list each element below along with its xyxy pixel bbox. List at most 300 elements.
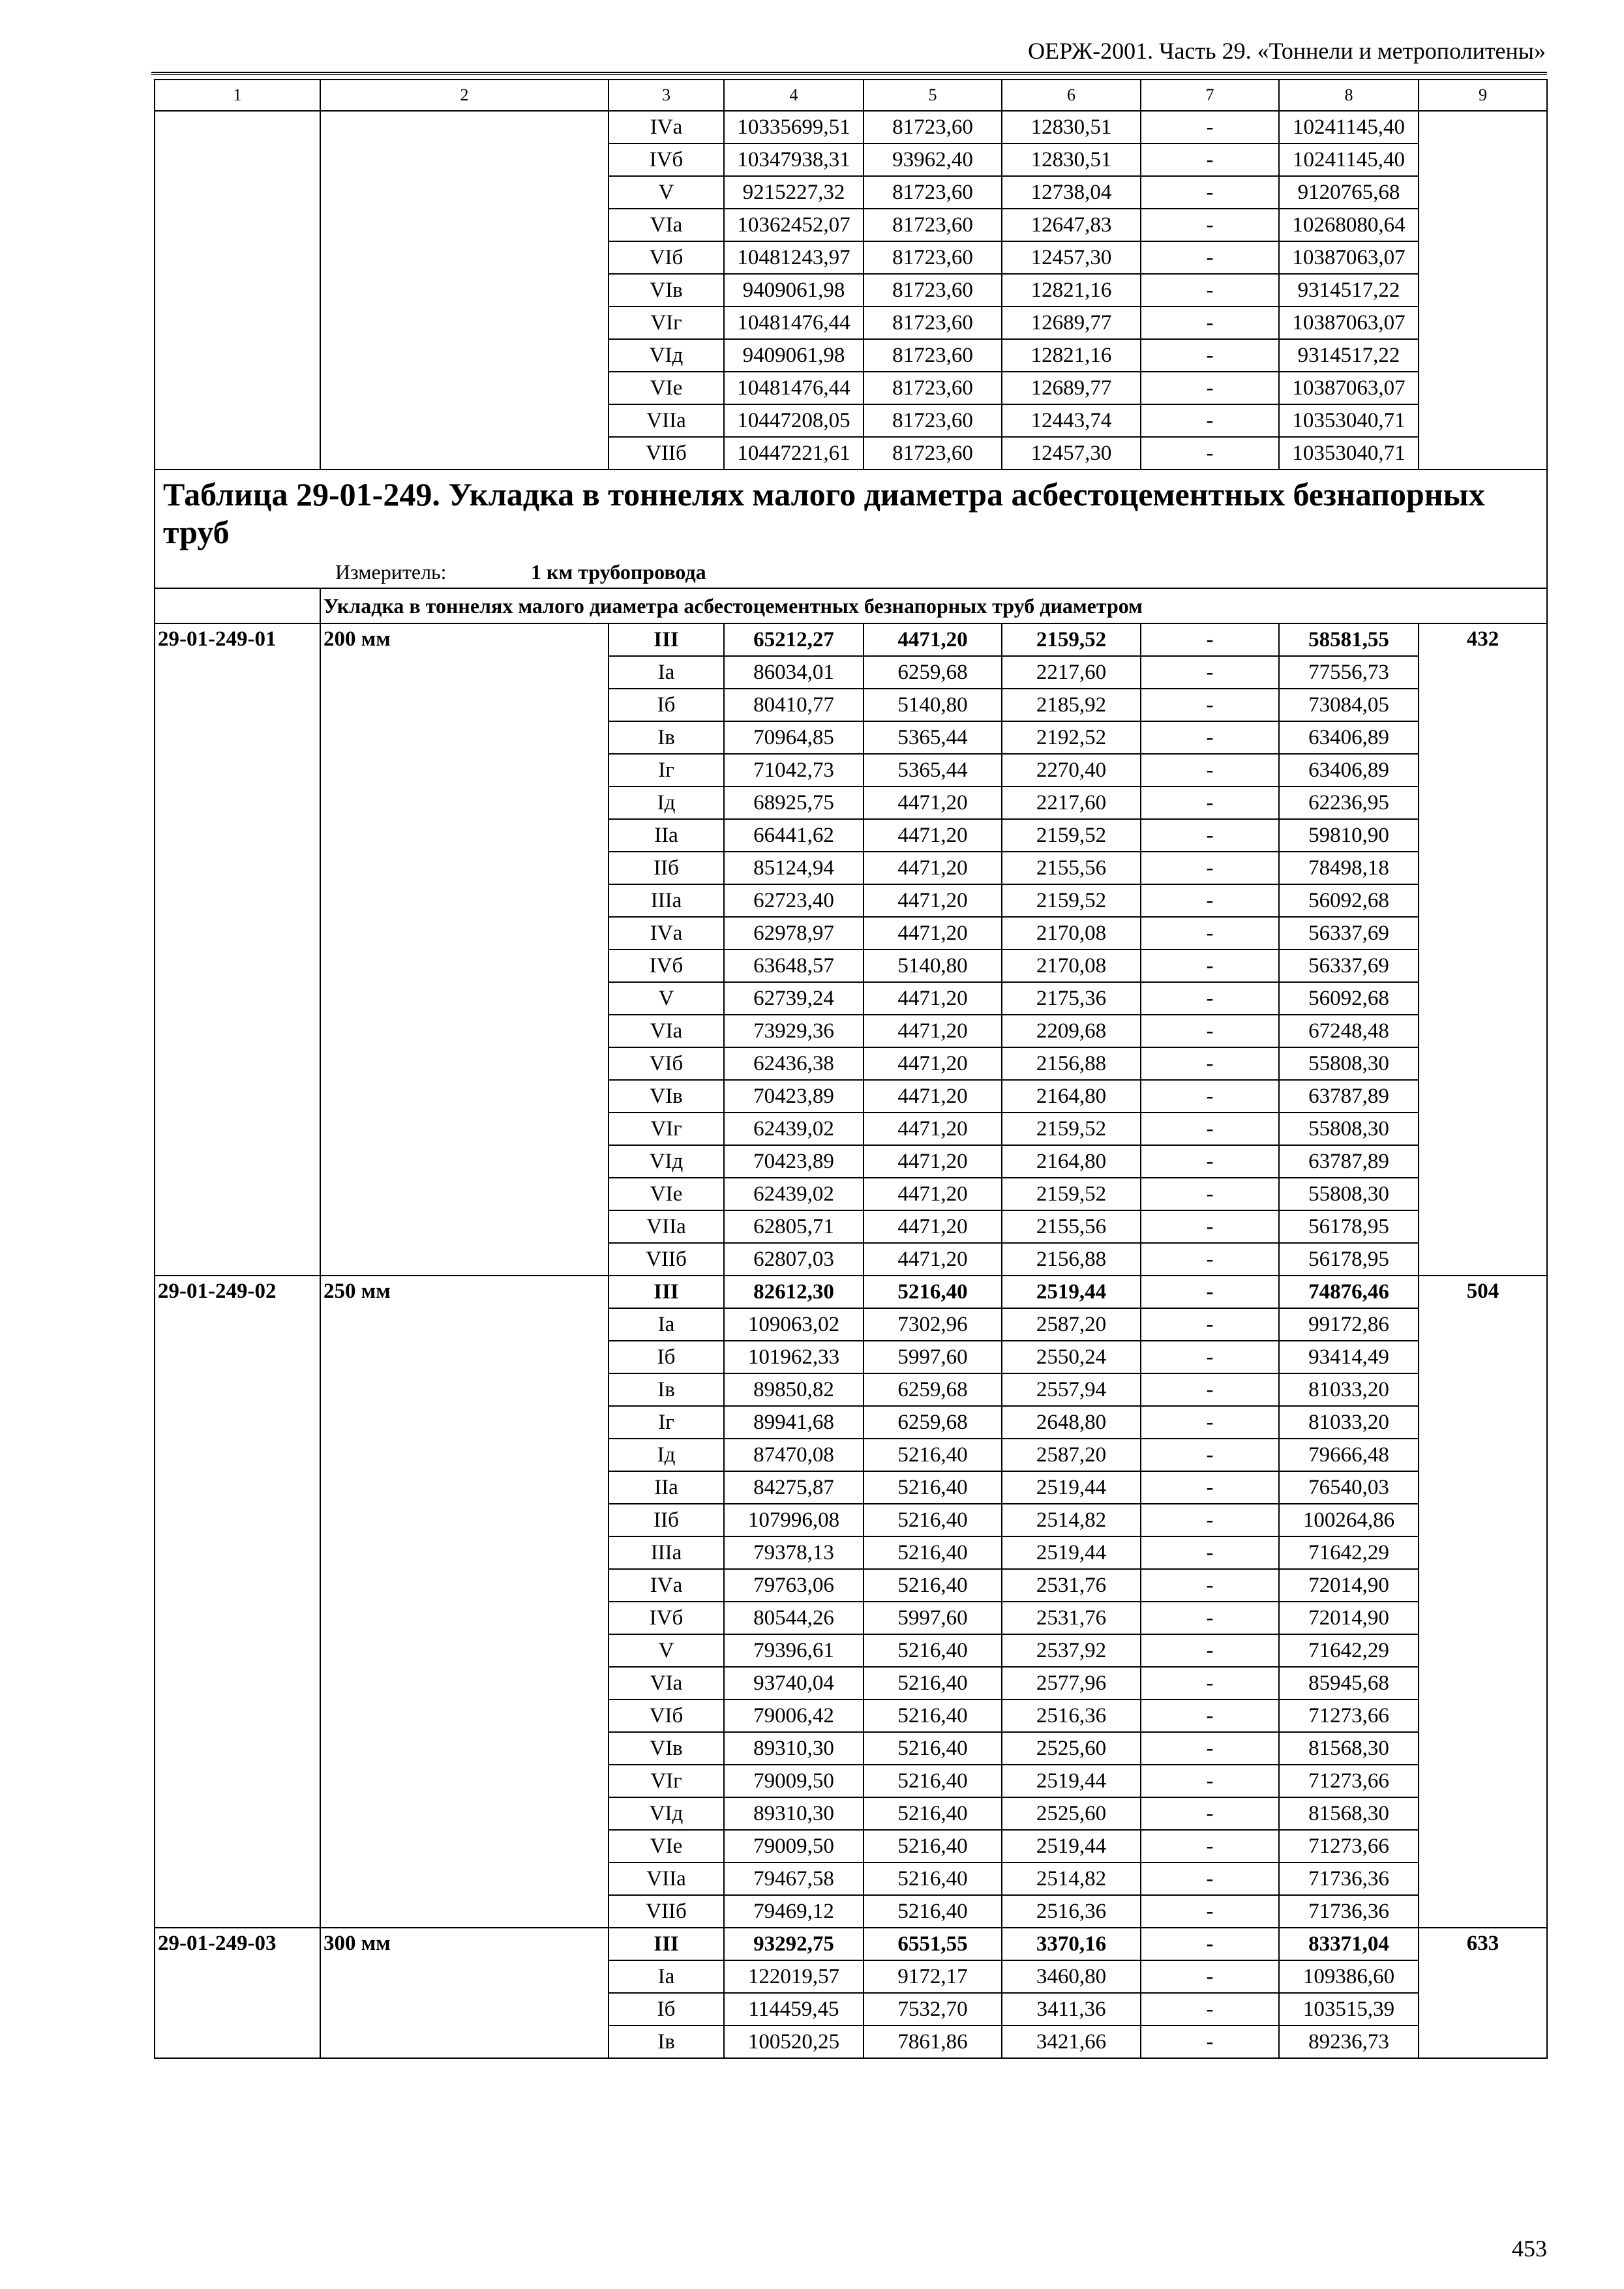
value-cell: 71273,66 — [1279, 1765, 1419, 1797]
value-cell: 81723,60 — [864, 372, 1002, 404]
value-cell: - — [1141, 1863, 1279, 1895]
value-cell: Iг — [609, 754, 724, 786]
value-cell: 5140,80 — [864, 689, 1002, 721]
value-cell: 71273,66 — [1279, 1699, 1419, 1732]
value-cell: 10387063,07 — [1279, 241, 1419, 274]
value-cell: 6259,68 — [864, 1406, 1002, 1439]
value-cell: IVб — [609, 143, 724, 176]
value-cell: - — [1141, 1732, 1279, 1765]
value-cell: 76540,03 — [1279, 1471, 1419, 1504]
value-cell: 81723,60 — [864, 241, 1002, 274]
value-cell: 109386,60 — [1279, 1960, 1419, 1993]
value-cell: 58581,55 — [1279, 623, 1419, 656]
value-cell: IVб — [609, 1602, 724, 1634]
value-cell: 9120765,68 — [1279, 176, 1419, 209]
value-cell: 5216,40 — [864, 1699, 1002, 1732]
value-cell: - — [1141, 689, 1279, 721]
value-cell: - — [1141, 852, 1279, 884]
value-cell: 4471,20 — [864, 1145, 1002, 1178]
value-cell: 63406,89 — [1279, 754, 1419, 786]
value-cell: VIв — [609, 1732, 724, 1765]
value-cell: 62978,97 — [724, 917, 864, 950]
value-cell: 81723,60 — [864, 437, 1002, 470]
value-cell: - — [1141, 1047, 1279, 1080]
value-cell: 85945,68 — [1279, 1667, 1419, 1699]
column-number: 1 — [155, 80, 320, 111]
running-header: ОЕРЖ-2001. Часть 29. «Тоннели и метрополитены» — [1028, 38, 1546, 64]
value-cell: Iв — [609, 2026, 724, 2058]
value-cell: IIб — [609, 1504, 724, 1536]
value-cell: 3421,66 — [1002, 2026, 1141, 2058]
value-cell: 68925,75 — [724, 786, 864, 819]
column-number: 5 — [864, 80, 1002, 111]
value-cell: - — [1141, 884, 1279, 917]
value-cell: 79009,50 — [724, 1830, 864, 1863]
value-cell: - — [1141, 819, 1279, 852]
value-cell: - — [1141, 1439, 1279, 1471]
value-cell: 5216,40 — [864, 1895, 1002, 1928]
value-cell: - — [1141, 950, 1279, 982]
value-cell: - — [1141, 339, 1279, 372]
value-cell: 87470,08 — [724, 1439, 864, 1471]
value-cell: 12821,16 — [1002, 339, 1141, 372]
column-number: 3 — [609, 80, 724, 111]
value-cell: - — [1141, 143, 1279, 176]
value-cell: V — [609, 176, 724, 209]
value-cell: 100520,25 — [724, 2026, 864, 2058]
value-cell: 89310,30 — [724, 1797, 864, 1830]
value-cell: 5365,44 — [864, 754, 1002, 786]
value-cell: 56092,68 — [1279, 982, 1419, 1015]
col9-value: 504 — [1419, 1276, 1547, 1928]
column-number-row — [155, 80, 1547, 111]
value-cell: 5216,40 — [864, 1732, 1002, 1765]
value-cell: 63648,57 — [724, 950, 864, 982]
value-cell: - — [1141, 2026, 1279, 2058]
value-cell: - — [1141, 1634, 1279, 1667]
value-cell: 80410,77 — [724, 689, 864, 721]
table-row-base — [155, 1276, 1547, 1308]
value-cell: 10268080,64 — [1279, 209, 1419, 241]
value-cell: 81568,30 — [1279, 1797, 1419, 1830]
value-cell: 83371,04 — [1279, 1928, 1419, 1960]
value-cell: 77556,73 — [1279, 656, 1419, 689]
value-cell: 10387063,07 — [1279, 307, 1419, 339]
table-row-base — [155, 623, 1547, 656]
value-cell: 2531,76 — [1002, 1569, 1141, 1602]
value-cell: - — [1141, 1667, 1279, 1699]
value-cell: - — [1141, 1765, 1279, 1797]
value-cell: 80544,26 — [724, 1602, 864, 1634]
value-cell: 71736,36 — [1279, 1863, 1419, 1895]
value-cell: 4471,20 — [864, 786, 1002, 819]
value-cell: - — [1141, 1080, 1279, 1113]
value-cell: 2577,96 — [1002, 1667, 1141, 1699]
value-cell: - — [1141, 786, 1279, 819]
value-cell: - — [1141, 372, 1279, 404]
value-cell: 62807,03 — [724, 1243, 864, 1276]
value-cell: IIIа — [609, 884, 724, 917]
value-cell: 10353040,71 — [1279, 437, 1419, 470]
value-cell: 81723,60 — [864, 209, 1002, 241]
value-cell: VIIб — [609, 437, 724, 470]
value-cell: 4471,20 — [864, 1178, 1002, 1210]
value-cell: VIг — [609, 307, 724, 339]
value-cell: 5216,40 — [864, 1276, 1002, 1308]
value-cell: 4471,20 — [864, 1015, 1002, 1047]
value-cell: 3411,36 — [1002, 1993, 1141, 2026]
value-cell: 5216,40 — [864, 1439, 1002, 1471]
value-cell: 2557,94 — [1002, 1373, 1141, 1406]
header-rule — [151, 72, 1547, 75]
value-cell: 71642,29 — [1279, 1634, 1419, 1667]
value-cell: IVб — [609, 950, 724, 982]
value-cell: 2531,76 — [1002, 1602, 1141, 1634]
value-cell: IIа — [609, 1471, 724, 1504]
value-cell: VIа — [609, 209, 724, 241]
rate-code: 29-01-249-03 — [155, 1928, 320, 2058]
value-cell: 84275,87 — [724, 1471, 864, 1504]
value-cell: 2170,08 — [1002, 917, 1141, 950]
value-cell: 4471,20 — [864, 982, 1002, 1015]
value-cell: VIе — [609, 1178, 724, 1210]
table-subheader-row — [155, 588, 1547, 623]
value-cell: 2155,56 — [1002, 852, 1141, 884]
value-cell: Iа — [609, 1308, 724, 1341]
value-cell: V — [609, 1634, 724, 1667]
value-cell: - — [1141, 1276, 1279, 1308]
value-cell: 4471,20 — [864, 623, 1002, 656]
value-cell: - — [1141, 1602, 1279, 1634]
value-cell: 63787,89 — [1279, 1145, 1419, 1178]
value-cell: VIа — [609, 1015, 724, 1047]
rate-code: 29-01-249-02 — [155, 1276, 320, 1928]
value-cell: 79467,58 — [724, 1863, 864, 1895]
value-cell: 3370,16 — [1002, 1928, 1141, 1960]
value-cell: 93962,40 — [864, 143, 1002, 176]
value-cell: IIб — [609, 852, 724, 884]
value-cell: 4471,20 — [864, 917, 1002, 950]
value-cell: 10447208,05 — [724, 404, 864, 437]
value-cell: - — [1141, 1113, 1279, 1145]
value-cell: 101962,33 — [724, 1341, 864, 1373]
value-cell: - — [1141, 1504, 1279, 1536]
value-cell: 10353040,71 — [1279, 404, 1419, 437]
value-cell: III — [609, 1276, 724, 1308]
table-row-base — [155, 1928, 1547, 1960]
value-cell: 70964,85 — [724, 721, 864, 754]
value-cell: IVа — [609, 1569, 724, 1602]
value-cell: 62439,02 — [724, 1113, 864, 1145]
value-cell: VIб — [609, 1699, 724, 1732]
value-cell: 5216,40 — [864, 1667, 1002, 1699]
value-cell: - — [1141, 721, 1279, 754]
value-cell: 12443,74 — [1002, 404, 1141, 437]
value-cell: 81723,60 — [864, 111, 1002, 143]
value-cell: 10481476,44 — [724, 372, 864, 404]
price-table — [154, 79, 1548, 2059]
value-cell: 86034,01 — [724, 656, 864, 689]
value-cell: VIд — [609, 339, 724, 372]
column-number: 7 — [1141, 80, 1279, 111]
value-cell: 70423,89 — [724, 1080, 864, 1113]
value-cell: 12821,16 — [1002, 274, 1141, 307]
value-cell: 2537,92 — [1002, 1634, 1141, 1667]
value-cell: VIб — [609, 241, 724, 274]
value-cell: 2519,44 — [1002, 1830, 1141, 1863]
value-cell: 93414,49 — [1279, 1341, 1419, 1373]
value-cell: VIа — [609, 1667, 724, 1699]
value-cell: - — [1141, 1145, 1279, 1178]
value-cell: 89310,30 — [724, 1732, 864, 1765]
value-cell: 2519,44 — [1002, 1765, 1141, 1797]
value-cell: 5997,60 — [864, 1341, 1002, 1373]
value-cell: 62723,40 — [724, 884, 864, 917]
value-cell: IIа — [609, 819, 724, 852]
value-cell: VIе — [609, 1830, 724, 1863]
value-cell: 12457,30 — [1002, 241, 1141, 274]
value-cell: VIIа — [609, 1863, 724, 1895]
value-cell: 2550,24 — [1002, 1341, 1141, 1373]
value-cell: 4471,20 — [864, 852, 1002, 884]
value-cell: - — [1141, 1341, 1279, 1373]
value-cell: 2159,52 — [1002, 623, 1141, 656]
value-cell: Iб — [609, 1341, 724, 1373]
value-cell: III — [609, 623, 724, 656]
value-cell: - — [1141, 1895, 1279, 1928]
value-cell: Iа — [609, 1960, 724, 1993]
value-cell: 81723,60 — [864, 404, 1002, 437]
value-cell: 10335699,51 — [724, 111, 864, 143]
table-title-cell — [155, 470, 1547, 588]
value-cell: 109063,02 — [724, 1308, 864, 1341]
value-cell: 4471,20 — [864, 1080, 1002, 1113]
rate-name: 250 мм — [320, 1276, 609, 1928]
value-cell: 2217,60 — [1002, 656, 1141, 689]
value-cell: 4471,20 — [864, 1210, 1002, 1243]
value-cell: 5216,40 — [864, 1830, 1002, 1863]
value-cell: - — [1141, 274, 1279, 307]
value-cell: - — [1141, 1536, 1279, 1569]
value-cell: 2185,92 — [1002, 689, 1141, 721]
column-number: 4 — [724, 80, 864, 111]
value-cell: 12689,77 — [1002, 372, 1141, 404]
meter-label: Измеритель: — [335, 560, 447, 584]
value-cell: V — [609, 982, 724, 1015]
value-cell: 81723,60 — [864, 274, 1002, 307]
value-cell: 2519,44 — [1002, 1276, 1141, 1308]
value-cell: - — [1141, 1928, 1279, 1960]
value-cell: 74876,46 — [1279, 1276, 1419, 1308]
value-cell: 12689,77 — [1002, 307, 1141, 339]
value-cell: 2164,80 — [1002, 1080, 1141, 1113]
value-cell: 2516,36 — [1002, 1895, 1141, 1928]
value-cell: 2519,44 — [1002, 1536, 1141, 1569]
meter-value: 1 км трубопровода — [531, 560, 706, 584]
value-cell: VIд — [609, 1797, 724, 1830]
value-cell: Iд — [609, 786, 724, 819]
value-cell: - — [1141, 1699, 1279, 1732]
value-cell: 10362452,07 — [724, 209, 864, 241]
value-cell: 79006,42 — [724, 1699, 864, 1732]
col9-cell — [1419, 111, 1547, 470]
value-cell: 56178,95 — [1279, 1210, 1419, 1243]
column-number: 2 — [320, 80, 609, 111]
value-cell: VIд — [609, 1145, 724, 1178]
value-cell: IIIа — [609, 1536, 724, 1569]
value-cell: 2159,52 — [1002, 819, 1141, 852]
value-cell: 55808,30 — [1279, 1113, 1419, 1145]
value-cell: 9314517,22 — [1279, 339, 1419, 372]
value-cell: - — [1141, 1406, 1279, 1439]
column-number: 9 — [1419, 80, 1547, 111]
value-cell: Iа — [609, 656, 724, 689]
value-cell: 10387063,07 — [1279, 372, 1419, 404]
value-cell: 6259,68 — [864, 656, 1002, 689]
value-cell: 71273,66 — [1279, 1830, 1419, 1863]
value-cell: VIг — [609, 1113, 724, 1145]
value-cell: 62436,38 — [724, 1047, 864, 1080]
value-cell: 5365,44 — [864, 721, 1002, 754]
value-cell: - — [1141, 1471, 1279, 1504]
value-cell: 67248,48 — [1279, 1015, 1419, 1047]
value-cell: 66441,62 — [724, 819, 864, 852]
name-cell — [320, 111, 609, 470]
value-cell: 65212,27 — [724, 623, 864, 656]
value-cell: 6551,55 — [864, 1928, 1002, 1960]
value-cell: 2587,20 — [1002, 1308, 1141, 1341]
value-cell: 2156,88 — [1002, 1243, 1141, 1276]
value-cell: 5216,40 — [864, 1765, 1002, 1797]
value-cell: VIб — [609, 1047, 724, 1080]
value-cell: 103515,39 — [1279, 1993, 1419, 2026]
value-cell: 63406,89 — [1279, 721, 1419, 754]
value-cell: 93292,75 — [724, 1928, 864, 1960]
value-cell: 5216,40 — [864, 1797, 1002, 1830]
value-cell: - — [1141, 1243, 1279, 1276]
value-cell: 56092,68 — [1279, 884, 1419, 917]
value-cell: 79396,61 — [724, 1634, 864, 1667]
value-cell: 2175,36 — [1002, 982, 1141, 1015]
value-cell: 81723,60 — [864, 307, 1002, 339]
value-cell: 5216,40 — [864, 1471, 1002, 1504]
value-cell: 9215227,32 — [724, 176, 864, 209]
value-cell: 5216,40 — [864, 1536, 1002, 1569]
value-cell: 7302,96 — [864, 1308, 1002, 1341]
value-cell: 56337,69 — [1279, 917, 1419, 950]
table-row — [155, 111, 1547, 143]
value-cell: 63787,89 — [1279, 1080, 1419, 1113]
value-cell: 114459,45 — [724, 1993, 864, 2026]
col9-value: 432 — [1419, 623, 1547, 1276]
value-cell: 79378,13 — [724, 1536, 864, 1569]
column-number: 6 — [1002, 80, 1141, 111]
rate-name: 200 мм — [320, 623, 609, 1276]
value-cell: 71642,29 — [1279, 1536, 1419, 1569]
value-cell: Iд — [609, 1439, 724, 1471]
rate-code: 29-01-249-01 — [155, 623, 320, 1276]
value-cell: 2159,52 — [1002, 1113, 1141, 1145]
value-cell: 9314517,22 — [1279, 274, 1419, 307]
table-title: Таблица 29-01-249. Укладка в тоннелях малого диаметра асбестоцементных безнапорных труб — [163, 476, 1485, 550]
value-cell: 12457,30 — [1002, 437, 1141, 470]
value-cell: VIIа — [609, 1210, 724, 1243]
value-cell: 12830,51 — [1002, 111, 1141, 143]
value-cell: 2270,40 — [1002, 754, 1141, 786]
value-cell: 2648,80 — [1002, 1406, 1141, 1439]
value-cell: VIIб — [609, 1895, 724, 1928]
value-cell: III — [609, 1928, 724, 1960]
value-cell: 4471,20 — [864, 1113, 1002, 1145]
value-cell: 81568,30 — [1279, 1732, 1419, 1765]
value-cell: 2514,82 — [1002, 1504, 1141, 1536]
value-cell: 2192,52 — [1002, 721, 1141, 754]
value-cell: 5216,40 — [864, 1634, 1002, 1667]
value-cell: 5216,40 — [864, 1569, 1002, 1602]
value-cell: 59810,90 — [1279, 819, 1419, 852]
value-cell: 7532,70 — [864, 1993, 1002, 2026]
value-cell: 10447221,61 — [724, 437, 864, 470]
value-cell: 56337,69 — [1279, 950, 1419, 982]
col9-value: 633 — [1419, 1928, 1547, 2058]
value-cell: - — [1141, 307, 1279, 339]
value-cell: 85124,94 — [724, 852, 864, 884]
value-cell: - — [1141, 437, 1279, 470]
value-cell: VIе — [609, 372, 724, 404]
value-cell: - — [1141, 1178, 1279, 1210]
value-cell: 2514,82 — [1002, 1863, 1141, 1895]
value-cell: 2156,88 — [1002, 1047, 1141, 1080]
value-cell: 2516,36 — [1002, 1699, 1141, 1732]
value-cell: 81723,60 — [864, 176, 1002, 209]
value-cell: 107996,08 — [724, 1504, 864, 1536]
value-cell: 62805,71 — [724, 1210, 864, 1243]
value-cell: Iб — [609, 689, 724, 721]
value-cell: - — [1141, 623, 1279, 656]
value-cell: 12738,04 — [1002, 176, 1141, 209]
value-cell: - — [1141, 656, 1279, 689]
value-cell: 5216,40 — [864, 1863, 1002, 1895]
value-cell: - — [1141, 1960, 1279, 1993]
value-cell: 10481243,97 — [724, 241, 864, 274]
value-cell: 2209,68 — [1002, 1015, 1141, 1047]
value-cell: 4471,20 — [864, 1047, 1002, 1080]
value-cell: 89236,73 — [1279, 2026, 1419, 2058]
value-cell: - — [1141, 404, 1279, 437]
value-cell: - — [1141, 1797, 1279, 1830]
value-cell: 55808,30 — [1279, 1178, 1419, 1210]
value-cell: 4471,20 — [864, 884, 1002, 917]
value-cell: 10241145,40 — [1279, 143, 1419, 176]
value-cell: 7861,86 — [864, 2026, 1002, 2058]
value-cell: 93740,04 — [724, 1667, 864, 1699]
value-cell: VIIа — [609, 404, 724, 437]
value-cell: 122019,57 — [724, 1960, 864, 1993]
value-cell: 79666,48 — [1279, 1439, 1419, 1471]
value-cell: - — [1141, 1569, 1279, 1602]
value-cell: 3460,80 — [1002, 1960, 1141, 1993]
value-cell: 79763,06 — [724, 1569, 864, 1602]
value-cell: 73084,05 — [1279, 689, 1419, 721]
rate-name: 300 мм — [320, 1928, 609, 2058]
value-cell: 79009,50 — [724, 1765, 864, 1797]
value-cell: - — [1141, 754, 1279, 786]
value-cell: - — [1141, 1993, 1279, 2026]
value-cell: 62439,02 — [724, 1178, 864, 1210]
value-cell: 10347938,31 — [724, 143, 864, 176]
value-cell: 82612,30 — [724, 1276, 864, 1308]
value-cell: 9172,17 — [864, 1960, 1002, 1993]
